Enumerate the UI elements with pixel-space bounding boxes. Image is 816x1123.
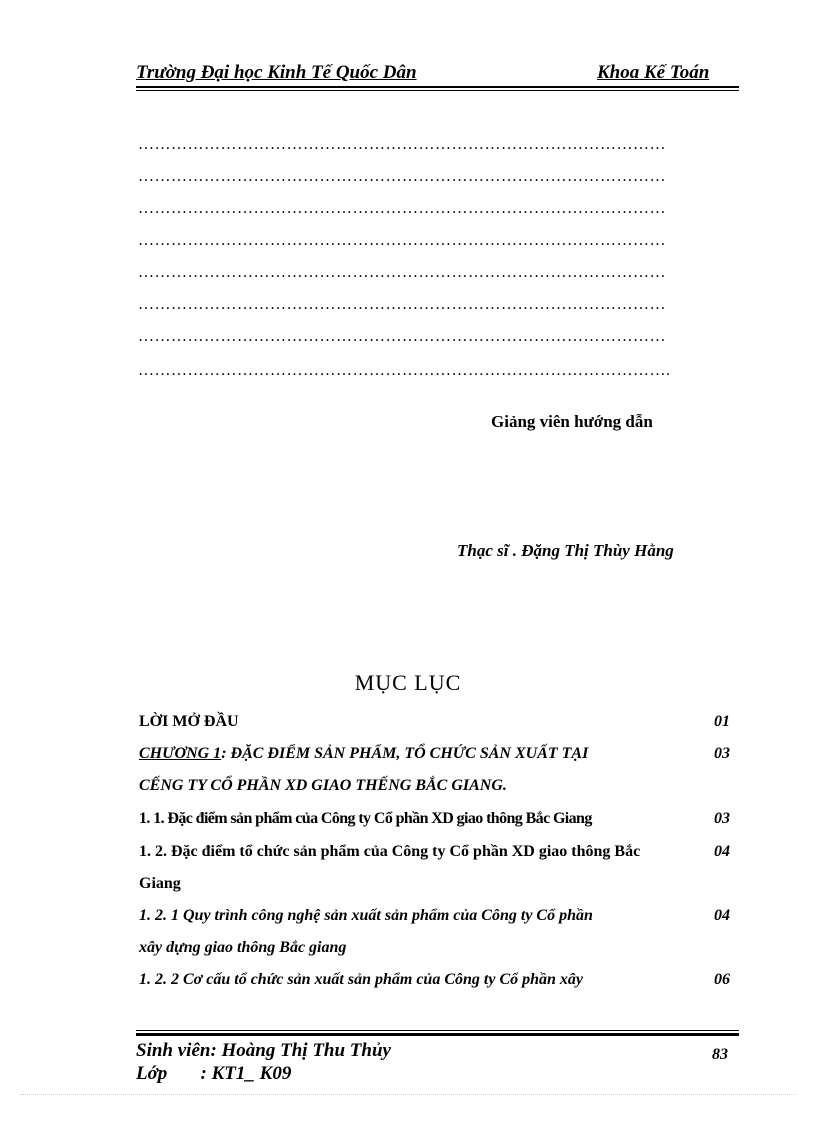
header-university: Trường Đại học Kinh Tế Quốc Dân xyxy=(136,62,417,83)
header-rule-thin xyxy=(136,90,739,91)
toc-page-number: 03 xyxy=(714,745,730,762)
toc-page-number: 01 xyxy=(714,713,730,730)
toc-page-number: 04 xyxy=(714,843,730,860)
toc-chapter-title: : ĐẶC ĐIỂM SẢN PHẨM, TỔ CHỨC SẢN XUẤT TẠI xyxy=(221,745,589,762)
toc-entry: 1. 2. Đặc điểm tổ chức sản phẩm của Công ty Cổ phần XD giao thông Bắc xyxy=(139,843,641,860)
header-rule xyxy=(136,86,739,88)
toc-title: MỤC LỤC xyxy=(354,670,462,695)
toc-entry-continuation: xây dựng giao thông Bắc giang xyxy=(139,939,347,956)
toc-entry xyxy=(139,745,699,763)
footer-rule xyxy=(136,1033,739,1036)
footer-class: Lớp : KT1_ K09 xyxy=(136,1063,292,1084)
comment-line: …………………………………………………………………………………… xyxy=(138,264,666,281)
toc-page-number: 03 xyxy=(714,810,730,827)
toc-entry: 1. 2. 1 Quy trình công nghệ sản xuất sản phẩm của Công ty Cổ phần xyxy=(139,907,593,924)
page-number: 83 xyxy=(712,1046,728,1063)
comment-line: …………………………………………………………………………………… xyxy=(138,328,666,345)
comment-line: …………………………………………………………………………………… xyxy=(138,296,666,313)
toc-chapter-prefix: CHƯƠNG 1 xyxy=(139,745,222,762)
toc-entry-continuation: Giang xyxy=(139,875,181,892)
toc-entry: 1. 1. Đặc điểm sản phẩm của Công ty Cổ phần XD giao thông Bắc Giang xyxy=(139,810,592,827)
supervisor-name: Thạc sĩ . Đặng Thị Thùy Hằng xyxy=(457,541,674,560)
supervisor-label: Giảng viên hướng dẫn xyxy=(491,412,653,431)
comment-line: …………………………………………………………………………………… xyxy=(138,232,666,249)
toc-page-number: 04 xyxy=(714,907,730,924)
comment-line: …………………………………………………………………………………… xyxy=(138,200,666,217)
comment-line: ……………………………………………………………………………………. xyxy=(138,362,671,379)
footer-student: Sinh viên: Hoàng Thị Thu Thủy xyxy=(136,1040,391,1061)
toc-entry: 1. 2. 2 Cơ cấu tổ chức sản xuất sản phẩm của Công ty Cổ phần xây xyxy=(139,971,584,988)
toc-entry-continuation: CẾNG TY CỔ PHẦN XD GIAO THẾNG BẮC GIANG. xyxy=(139,777,507,794)
toc-entry: LỜI MỞ ĐẦU xyxy=(139,713,239,730)
page-bottom-divider xyxy=(20,1094,796,1095)
comment-line: …………………………………………………………………………………… xyxy=(138,168,666,185)
header-faculty: Khoa Kế Toán xyxy=(597,62,710,83)
toc-page-number: 06 xyxy=(714,971,730,988)
comment-line: …………………………………………………………………………………… xyxy=(138,136,666,153)
footer-rule-thin xyxy=(136,1030,739,1031)
